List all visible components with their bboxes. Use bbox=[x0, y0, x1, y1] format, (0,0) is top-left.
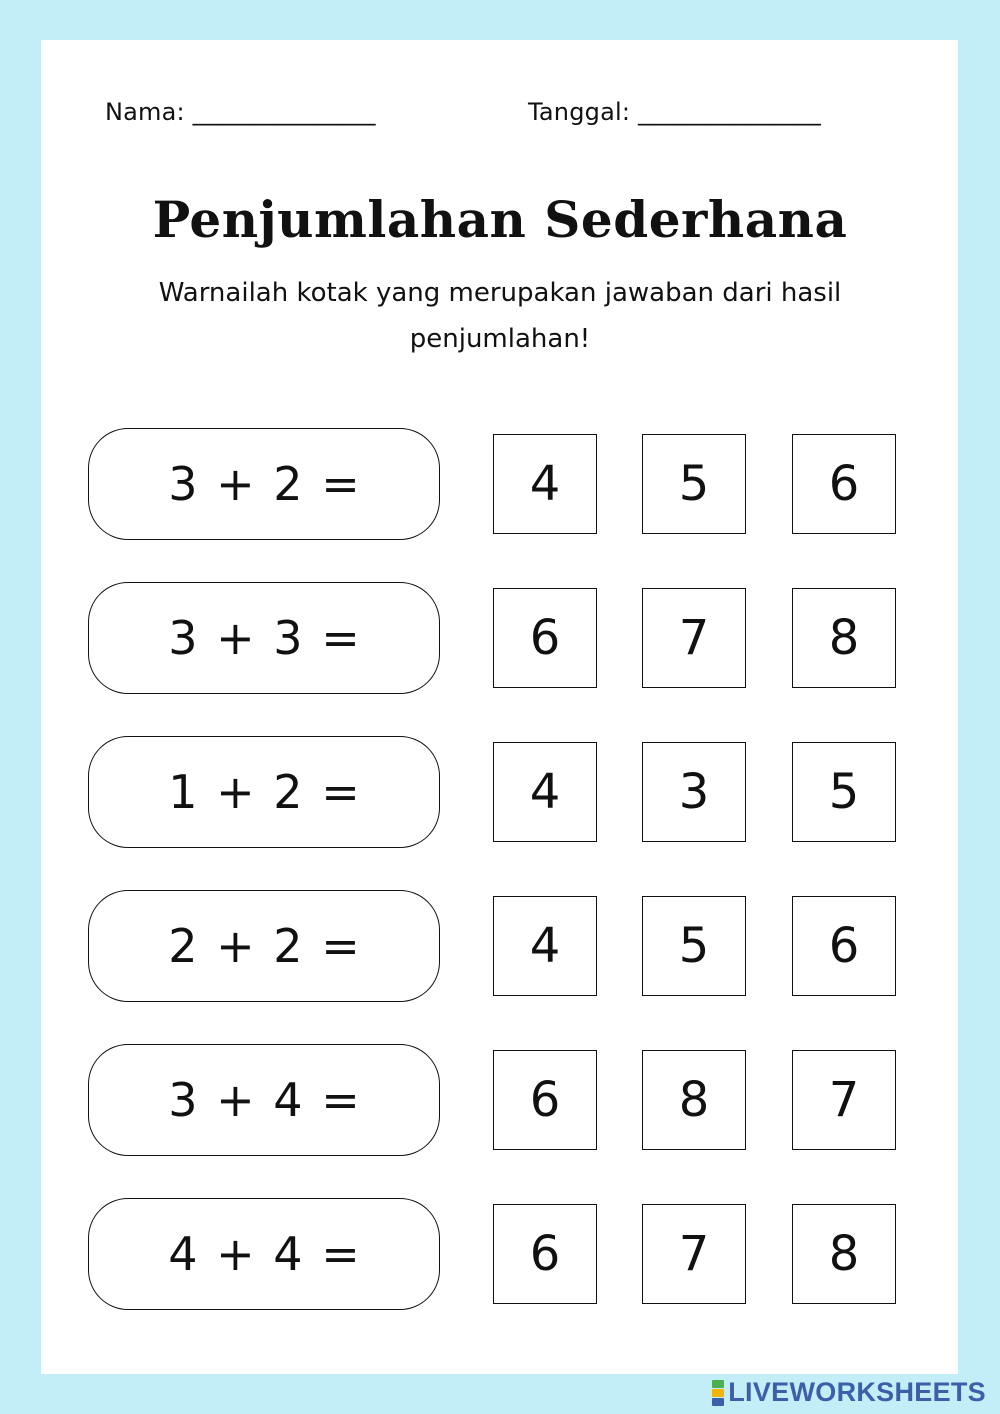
date-field[interactable]: Tanggal: _______________ bbox=[528, 98, 821, 126]
answer-box[interactable]: 7 bbox=[642, 588, 746, 688]
answer-box[interactable]: 4 bbox=[493, 742, 597, 842]
answer-box[interactable]: 4 bbox=[493, 434, 597, 534]
answer-box[interactable]: 7 bbox=[792, 1050, 896, 1150]
equation-pill: 4 + 4 = bbox=[88, 1198, 440, 1310]
answer-box[interactable]: 3 bbox=[642, 742, 746, 842]
problem-row bbox=[0, 1198, 1000, 1312]
answer-box[interactable]: 6 bbox=[792, 896, 896, 996]
problem-row bbox=[0, 736, 1000, 850]
equation-pill: 3 + 2 = bbox=[88, 428, 440, 540]
equation-pill: 1 + 2 = bbox=[88, 736, 440, 848]
page-title: Penjumlahan Sederhana bbox=[152, 190, 848, 249]
answer-box[interactable]: 5 bbox=[642, 896, 746, 996]
problem-row bbox=[0, 890, 1000, 1004]
equation-pill: 3 + 3 = bbox=[88, 582, 440, 694]
answer-box[interactable]: 7 bbox=[642, 1204, 746, 1304]
answer-box[interactable]: 6 bbox=[493, 1204, 597, 1304]
answer-box[interactable]: 5 bbox=[792, 742, 896, 842]
answer-box[interactable]: 5 bbox=[642, 434, 746, 534]
name-field[interactable]: Nama: _______________ bbox=[105, 98, 376, 126]
answer-box[interactable]: 6 bbox=[493, 1050, 597, 1150]
answer-box[interactable]: 4 bbox=[493, 896, 597, 996]
equation-pill: 3 + 4 = bbox=[88, 1044, 440, 1156]
liveworksheets-logo-icon bbox=[712, 1380, 724, 1406]
problem-row bbox=[0, 582, 1000, 696]
problem-row bbox=[0, 1044, 1000, 1158]
answer-box[interactable]: 8 bbox=[792, 1204, 896, 1304]
liveworksheets-brand bbox=[712, 1377, 986, 1408]
answer-box[interactable]: 8 bbox=[792, 588, 896, 688]
answer-box[interactable]: 6 bbox=[792, 434, 896, 534]
problem-row bbox=[0, 428, 1000, 542]
answer-box[interactable]: 8 bbox=[642, 1050, 746, 1150]
brand-text: LIVEWORKSHEETS bbox=[728, 1377, 986, 1407]
instructions-text: Warnailah kotak yang merupakan jawaban dari hasil penjumlahan! bbox=[158, 278, 842, 354]
answer-box[interactable]: 6 bbox=[493, 588, 597, 688]
equation-pill: 2 + 2 = bbox=[88, 890, 440, 1002]
